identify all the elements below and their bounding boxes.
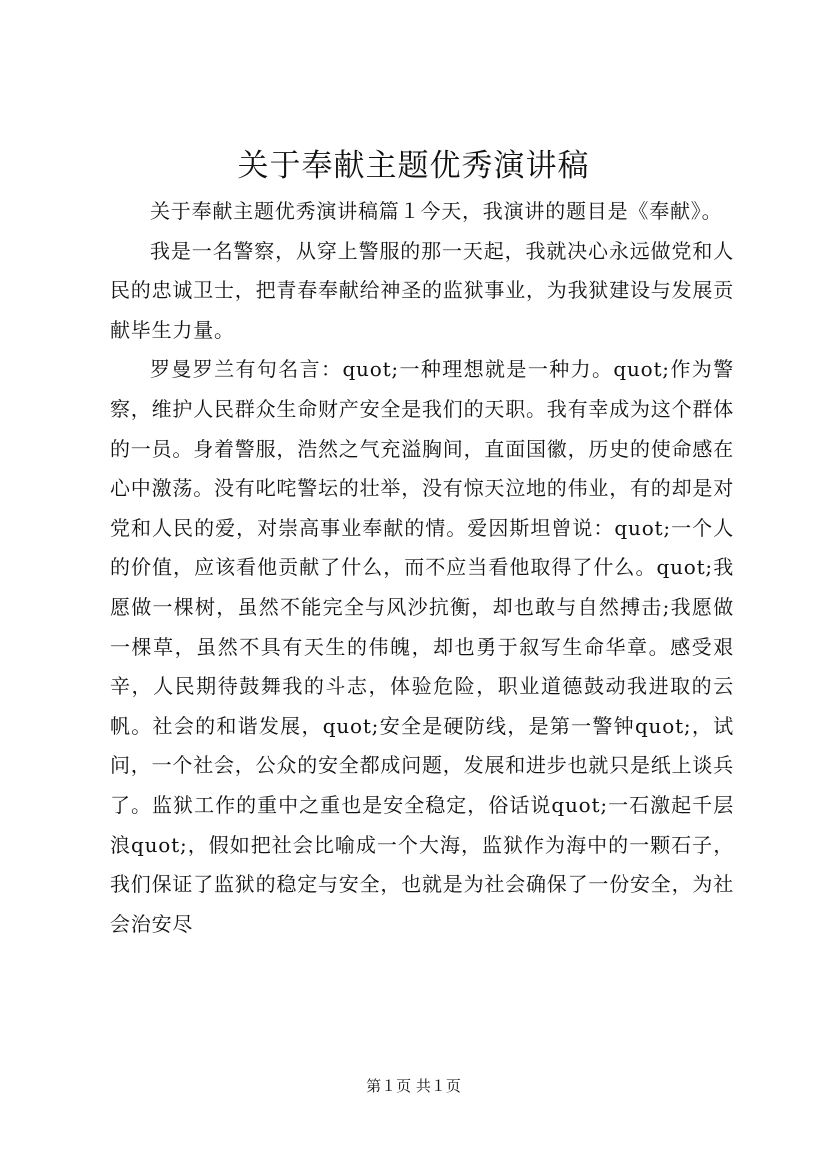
paragraph-1: 关于奉献主题优秀演讲稿篇１今天，我演讲的题目是《奉献》。 — [150, 199, 723, 223]
page-footer: 第１页 共１页 — [366, 1077, 461, 1095]
paragraph-2: 我是一名警察，从穿上警服的那一天起，我就决心永远做党和人民的忠诚卫士，把青春奉献给神圣的监狱事业，为我狱建设与发展贡献毕生力量。 — [110, 238, 734, 342]
paragraph-3: 罗曼罗兰有句名言：quot;一种理想就是一种力。quot;作为警察，维护人民群众生命财产安全是我们的天职。我有幸成为这个群体的一员。身着警服，浩然之气充溢胸间，直面国徽，历史的使命感在心中激荡。没有叱咤警坛的壮举，没有惊天泣地的伟业，有的却是对党和人民的爱，对崇高事业奉献的情。爱因斯坦曾说：quot;一个人的价值，应该看他贡献了什么，而不应当看他取得了什么。quot;我愿做一棵树，虽然不能完全与风沙抗衡，却也敢与自然搏击;我愿做一棵草，虽然不具有天生的伟魄，却也勇于叙写生命华章。感受艰辛，人民期待鼓舞我的斗志，体验危险，职业道德鼓动我进取的云帆。社会的和谐发展，quot;安全是硬防线，是第一警钟quot;，试问，一个社会，公众的安全都成问题，发展和进步也就只是纸上谈兵了。监狱工作的重中之重也是安全稳定，俗话说quot;一石激起千层浪quot;，假如把社会比喻成一个大海，监狱作为海中的一颗石子，我们保证了监狱的稳定与安全，也就是为社会确保了一份安全，为社会治安尽 — [110, 357, 734, 936]
document-body — [110, 192, 734, 944]
document-title: 关于奉献主题优秀演讲稿 — [237, 148, 590, 184]
